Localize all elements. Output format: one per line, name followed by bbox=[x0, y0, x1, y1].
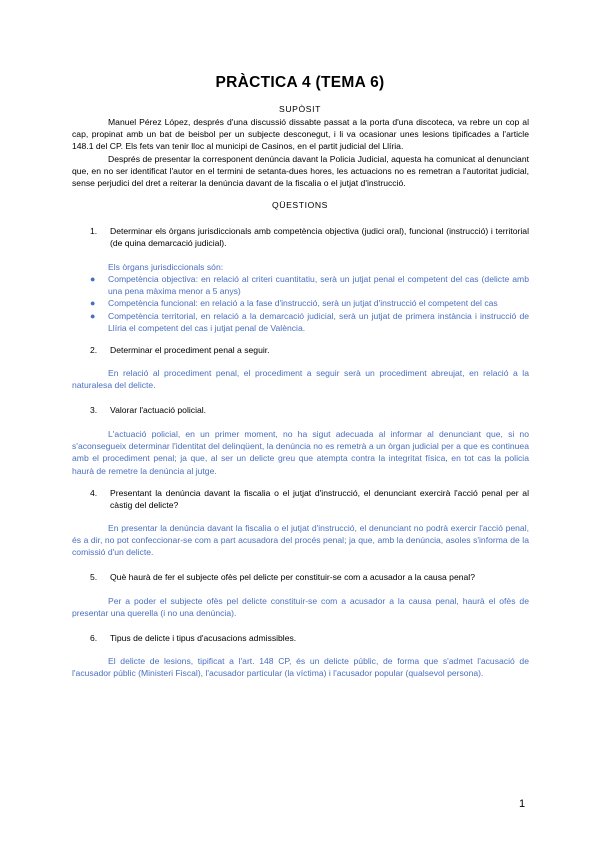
question-1 bbox=[90, 225, 529, 249]
question-text: Tipus de delicte i tipus d'acusacions admissibles. bbox=[110, 633, 297, 643]
answer-4: En presentar la denúncia davant la fiscalia o el jutjat d'instrucció, el denunciant no podrà exercir l'acció penal, és a dir, no pot confeccionar-se com a part acusadora del procés penal; ja que, amb la denúncia, asoles s'informa de la comissió d'un delicte. bbox=[72, 523, 529, 558]
suposit-paragraph-1: Manuel Pérez López, després d'una discussió dissabte passat a la porta d'una discoteca, va rebre un cop al cap, propinat amb un bat de beisbol per un subjecte desconegut, i li va ocasionar unes lesions tipificades a l'article 148.1 del CP. Els fets van tenir lloc al municipi de Casinos, en el partit judicial del Llíria. bbox=[72, 117, 529, 152]
question-text: Determinar el procediment penal a seguir. bbox=[110, 345, 270, 355]
answer-1-list bbox=[90, 273, 529, 334]
question-4 bbox=[90, 487, 529, 511]
bullet-icon: ● bbox=[90, 310, 96, 321]
answer-3: L'actuació policial, en un primer moment, no ha sigut adecuada al informar al denunciant que, si no s'aconsegueix determinar l'identitat del delinqüent, la denúncia no es remetrà a un òrgan judicial per a que es continuea amb el procediment penal; ja que, al ser un delicte greu que atempta contra la integritat física, en tot cas la policia haurà de remetre la denúncia al jutge. bbox=[72, 429, 529, 476]
bullet-icon: ● bbox=[90, 298, 96, 309]
answer-1-intro: Els òrgans jurisdiccionals són: bbox=[108, 262, 224, 272]
question-number: 6. bbox=[90, 633, 98, 643]
page-number: 1 bbox=[519, 798, 526, 810]
question-text: Determinar els òrgans jurisdiccionals amb competència objectiva (judici oral), funcional (instrucció) i territorial (de quina demarcació judicial). bbox=[110, 226, 529, 249]
page-title: PRÀCTICA 4 (TEMA 6) bbox=[215, 74, 385, 91]
answer-2: En relació al procediment penal, el procediment a seguir serà un procediment abreujat, en relació a la naturalesa del delicte. bbox=[72, 368, 529, 391]
answer-6: El delicte de lesions, tipificat a l'art. 148 CP, és un delicte públic, de forma que s'admet l'acusació de l'acusador públic (Ministeri Fiscal), l'acusador particular (la víctima) i l'acusador popular (qualsevol persona). bbox=[72, 656, 529, 679]
question-number: 3. bbox=[90, 405, 98, 415]
question-text: Valorar l'actuació policial. bbox=[110, 405, 207, 415]
question-number: 4. bbox=[90, 488, 98, 498]
question-number: 1. bbox=[90, 226, 98, 236]
list-item: ● Competència territorial, en relació a la demarcació judicial, serà un jutjat de primera instància i instrucció de Llíria el competent del cas i jutjat penal de València. bbox=[90, 310, 529, 333]
question-number: 5. bbox=[90, 572, 98, 582]
question-text: Què haurà de fer el subjecte ofès pel delicte per constituir-se com a acusador a la causa penal? bbox=[110, 572, 475, 582]
suposit-paragraph-2: Després de presentar la corresponent denúncia davant la Policia Judicial, aquesta ha comunicat al denunciant que, en no ser identificat l'autor en el termini de setanta-dues hores, les actuacions no es remetran a l'autoritat judicial, sense perjudici del dret a reiterar la denúncia davant de la fiscalia o el jutjat d'instrucció. bbox=[72, 154, 529, 189]
questions-heading: QÜESTIONS bbox=[271, 200, 328, 210]
suposit-heading: SUPÒSIT bbox=[279, 104, 321, 114]
question-3 bbox=[90, 404, 529, 416]
question-text: Presentant la denúncia davant la fiscalia o el jutjat d'instrucció, el denunciant exercirà l'acció penal per al càstig del delicte? bbox=[110, 488, 529, 511]
answer-5: Per a poder el subjecte ofès pel delicte constituir-se com a acusador a la causa penal, haurà el ofès de presentar una querella (i no una denúncia). bbox=[72, 596, 529, 619]
bullet-icon: ● bbox=[90, 274, 96, 284]
question-6 bbox=[90, 632, 529, 644]
list-item: ● Competència funcional: en relació a la fase d'instrucció, serà un jutjat d'instrucció el competent del cas bbox=[90, 298, 498, 309]
list-item: ● Competència objectiva: en relació al criteri cuantitatiu, serà un jutjat penal el competent del cas (delicte amb una pena màxima menor a 5 anys) bbox=[90, 274, 529, 297]
question-2 bbox=[90, 344, 529, 356]
question-number: 2. bbox=[90, 345, 98, 355]
question-5 bbox=[90, 571, 529, 583]
